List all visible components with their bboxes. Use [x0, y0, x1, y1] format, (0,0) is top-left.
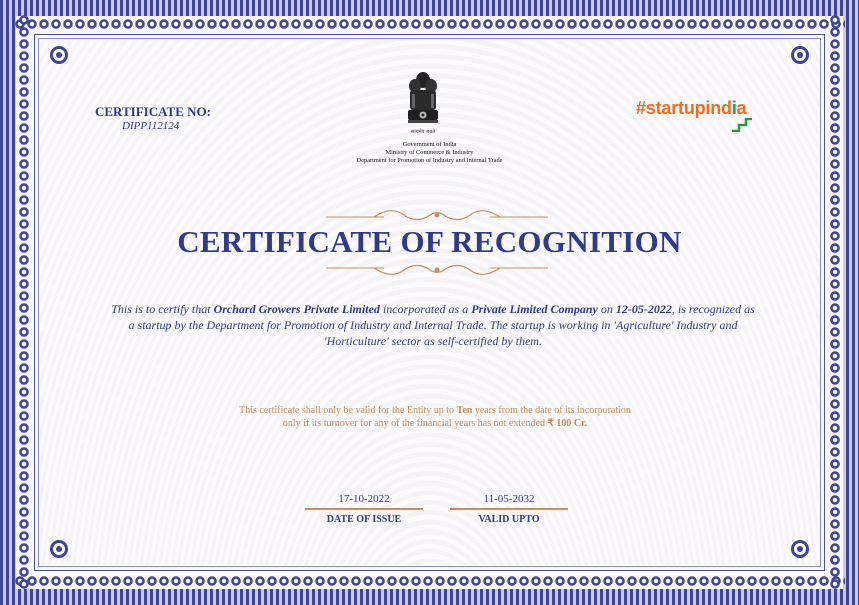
statement-text: , is recognized as a startup by the Department for Promotion of Industry and Internal Trade. The startup is working in 'Agriculture' Industry and 'Horticulture' sector as self-certified by them.: [128, 302, 755, 348]
logo-text-i: i: [731, 98, 737, 118]
corner-ornament-icon: [50, 46, 68, 64]
government-name: Government of India: [402, 141, 457, 148]
date-of-issue-line: [305, 508, 423, 510]
ornament-divider-bottom: [326, 258, 548, 278]
incorporation-date: 12-05-2022: [615, 302, 672, 316]
valid-upto-label: VALID UPTO: [478, 513, 540, 525]
certificate-number-label: CERTIFICATE NO:: [95, 104, 211, 119]
logo-step-icon: [731, 118, 753, 132]
corner-ornament-icon: [50, 540, 68, 558]
validity-note: [150, 404, 720, 430]
date-of-issue-label: DATE OF ISSUE: [326, 513, 402, 525]
statement-text: This is to certify that: [111, 302, 214, 316]
border-pattern-top: [14, 18, 845, 30]
turnover-limit: ₹ 100 Cr.: [547, 418, 588, 429]
logo-text-end: a: [736, 98, 747, 118]
valid-upto-value: 11-05-2032: [483, 493, 535, 505]
date-of-issue-block: [305, 493, 423, 525]
department-name: Department for Promotion of Industry and Internal Trade: [356, 157, 503, 164]
ministry-name: Ministry of Commerce & Industry: [385, 149, 474, 156]
validity-line-2: only if its turnover for any of the financial years has not extended ₹ 100 Cr.: [282, 418, 588, 429]
emblem-motto: सत्यमेव जयते: [410, 130, 436, 135]
date-of-issue-value: 17-10-2022: [338, 493, 390, 505]
certificate-title: CERTIFICATE OF RECOGNITION: [177, 224, 682, 259]
recognition-statement: [108, 301, 758, 349]
company-name: Orchard Growers Private Limited: [213, 302, 380, 316]
corner-ornament-icon: [791, 540, 809, 558]
issuing-authority: [300, 141, 559, 165]
validity-years: Ten: [456, 405, 473, 416]
statement-text: incorporated as a: [379, 302, 472, 316]
border-pattern-bottom: [14, 575, 845, 587]
national-emblem-icon: [404, 70, 442, 136]
corner-ornament-icon: [791, 46, 809, 64]
company-type: Private Limited Company: [471, 302, 598, 316]
startup-india-logo: [636, 98, 746, 119]
statement-text: on: [597, 302, 616, 316]
border-pattern-right: [829, 14, 841, 591]
valid-upto-block: [450, 493, 568, 525]
valid-upto-line: [450, 508, 568, 510]
validity-line-1: This certificate shall only be valid for the Entity up to Ten years from the date of its incorporation: [239, 405, 631, 416]
border-pattern-left: [18, 14, 30, 591]
logo-text: #startupind: [636, 98, 732, 118]
certificate-number: DIPP112124: [122, 120, 180, 132]
